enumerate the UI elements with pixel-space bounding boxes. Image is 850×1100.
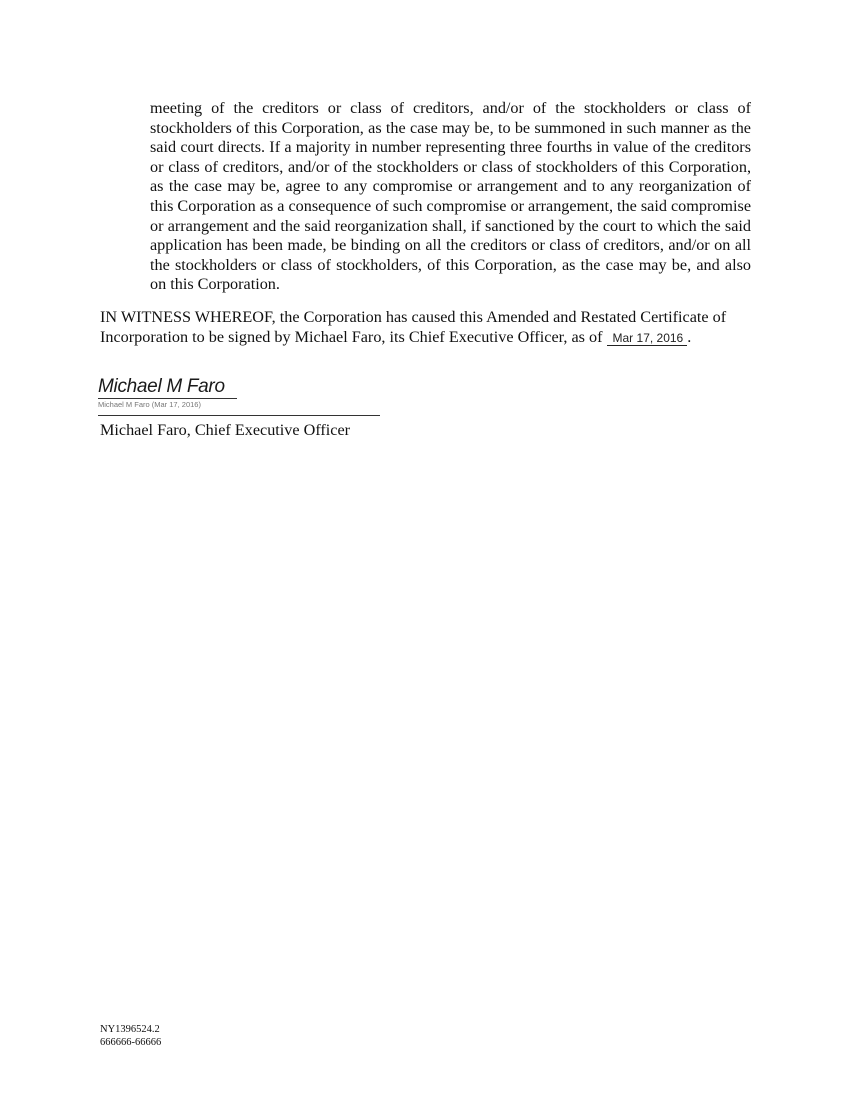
- witness-text: IN WITNESS WHEREOF, the Corporation has caused this Amended and Restated Certificate of Incorporation to be signed by Michael Faro, its Chief Executive Officer, as of: [100, 308, 727, 346]
- signature-block: [98, 376, 398, 416]
- witness-clause: [100, 308, 760, 347]
- signer-title: Michael Faro, Chief Executive Officer: [100, 421, 351, 439]
- witness-period: .: [687, 327, 692, 346]
- footer: [100, 1023, 161, 1049]
- signature-line: [98, 415, 380, 416]
- body-paragraph: meeting of the creditors or class of creditors, and/or of the stockholders or class of stockholders of this Corporation, as the case may be, to be summoned in such manner as the said court directs. If a majority in number representing three fourths in value of the creditors or class of creditors, and/or of the stockholders or class of stockholders of this Corporation, as the case may be, agree to any compromise or arrangement and to any reorganization of this Corporation as a consequence of such compromise or arrangement, the said compromise or arrangement and the said reorganization shall, if sanctioned by the court to which the said application has been made, be binding on all the creditors or class of creditors, and/or on all the stockholders or class of stockholders, of this Corporation, as the case may be, and also on this Corporation.: [150, 99, 752, 294]
- e-signature: Michael M Faro: [98, 376, 237, 399]
- document-reference: 666666-66666: [100, 1037, 162, 1048]
- signature-caption: Michael M Faro (Mar 17, 2016): [98, 400, 201, 409]
- document-id: NY1396524.2: [100, 1024, 160, 1035]
- signing-date-field[interactable]: Mar 17, 2016: [607, 331, 688, 346]
